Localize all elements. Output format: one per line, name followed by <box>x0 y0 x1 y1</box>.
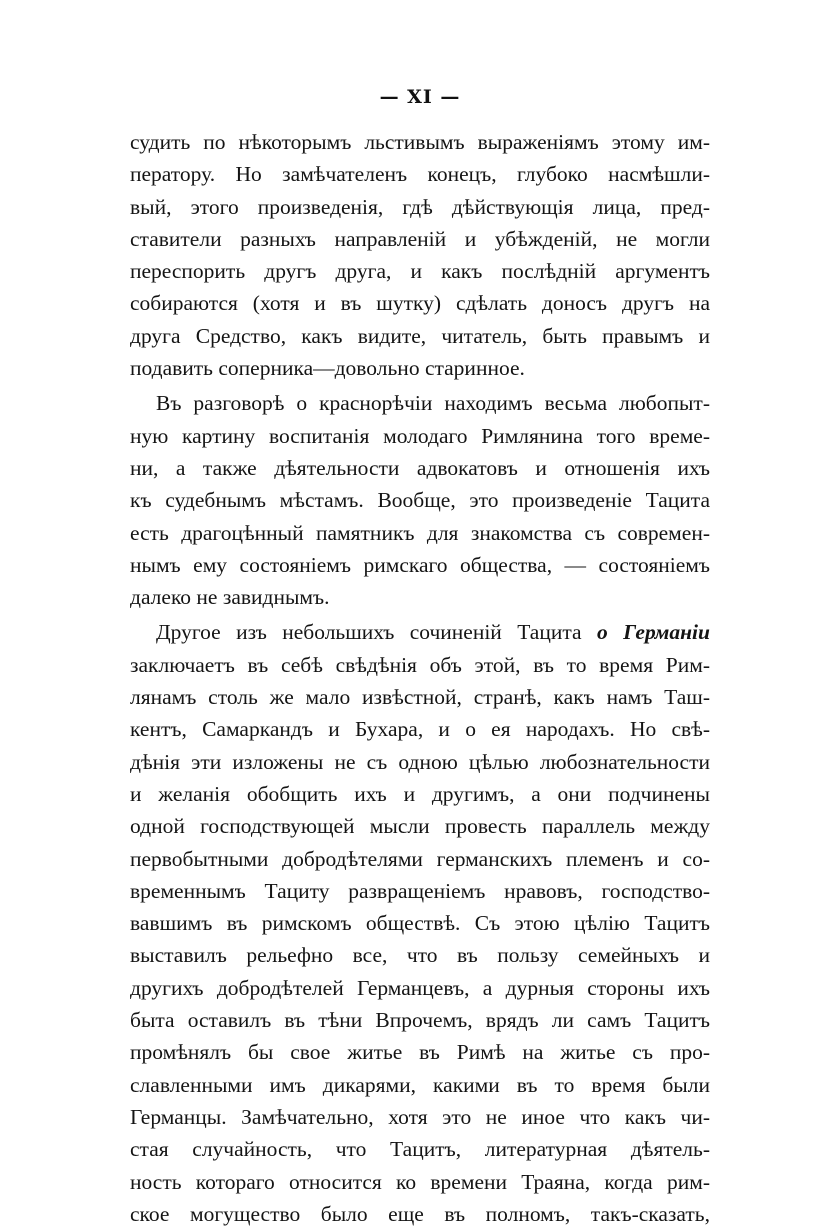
text-line: далеко не завиднымъ. <box>130 585 330 610</box>
text-line: другихъ добродѣтелей Германцевъ, а дурныя стороны ихъ <box>130 975 710 1000</box>
text-line: быта оставилъ въ тѣни Впрочемъ, врядъ ли самъ Тацитъ <box>130 1008 710 1033</box>
text-line: собираются (хотя и въ шутку) сдѣлать доносъ другъ на <box>130 291 710 316</box>
text-line: есть драгоцѣнный памятникъ для знакомства съ современ- <box>130 520 710 545</box>
text-line: ность котораго относится ко времени Траяна, когда рим- <box>130 1169 710 1194</box>
text-line: дѣнія эти изложены не съ одною цѣлью любознательности <box>130 749 710 774</box>
italic-title: о Германіи <box>596 620 710 645</box>
text-line: одной господствующей мысли провесть параллель между <box>130 814 710 839</box>
text-line: переспорить другъ друга, и какъ послѣдній аргументъ <box>130 259 710 284</box>
text-line: ни, а также дѣятельности адвокатовъ и отношенія ихъ <box>130 455 710 480</box>
text-line: заключаетъ въ себѣ свѣдѣнія объ этой, въ то время Рим- <box>130 652 710 677</box>
text-line: первобытными добродѣтелями германскихъ племенъ и со- <box>130 846 710 871</box>
text-line: вый, этого произведенія, гдѣ дѣйствующія лица, пред- <box>130 194 710 219</box>
text-line: Въ разговорѣ о краснорѣчіи находимъ весьма любопыт- <box>156 391 710 416</box>
text-line: ставители разныхъ направленій и убѣжденій, не могли <box>130 226 710 251</box>
text-line: къ судебнымъ мѣстамъ. Вообще, это произведеніе Тацита <box>130 488 710 513</box>
body-text <box>130 126 710 1230</box>
text-run: Другое изъ небольшихъ сочиненій Тацита <box>156 620 597 645</box>
page-number-header: — XI — <box>379 86 461 108</box>
text-line: Германцы. Замѣчательно, хотя это не иное что какъ чи- <box>130 1104 710 1129</box>
text-line: нымъ ему состояніемъ римскаго общества, — состояніемъ <box>130 552 710 577</box>
text-line: промѣнялъ бы свое житье въ Римѣ на житье съ про- <box>130 1040 710 1065</box>
text-line: ское могущество было еще въ полномъ, такъ-сказать, <box>130 1201 710 1226</box>
text-line: стая случайность, что Тацитъ, литературная дѣятель- <box>130 1137 710 1162</box>
text-line: лянамъ столь же мало извѣстной, странѣ, какъ намъ Таш- <box>130 685 710 710</box>
text-line: кентъ, Самаркандъ и Бухара, и о ея народахъ. Но свѣ- <box>130 717 710 742</box>
text-line: выставилъ рельефно все, что въ пользу семейныхъ и <box>130 943 710 968</box>
text-line: судить по нѣкоторымъ льстивымъ выраженіямъ этому им- <box>130 130 710 154</box>
text-line <box>130 616 710 648</box>
text-line: вавшимъ въ римскомъ обществѣ. Съ этою цѣлію Тацитъ <box>130 911 710 936</box>
text-line: ператору. Но замѣчателенъ конецъ, глубоко насмѣшли- <box>130 162 710 187</box>
text-line: и желанія обобщить ихъ и другимъ, а они подчинены <box>130 781 710 806</box>
text-line: друга Средство, какъ видите, читатель, быть правымъ и <box>130 323 710 348</box>
text-line: временнымъ Тациту развращеніемъ нравовъ, господство- <box>130 878 710 903</box>
text-line: подавить соперника—довольно старинное. <box>130 356 525 381</box>
text-line: славленными имъ дикарями, какими въ то время были <box>130 1072 710 1097</box>
text-line: ную картину воспитанія молодаго Римлянина того време- <box>130 423 710 448</box>
